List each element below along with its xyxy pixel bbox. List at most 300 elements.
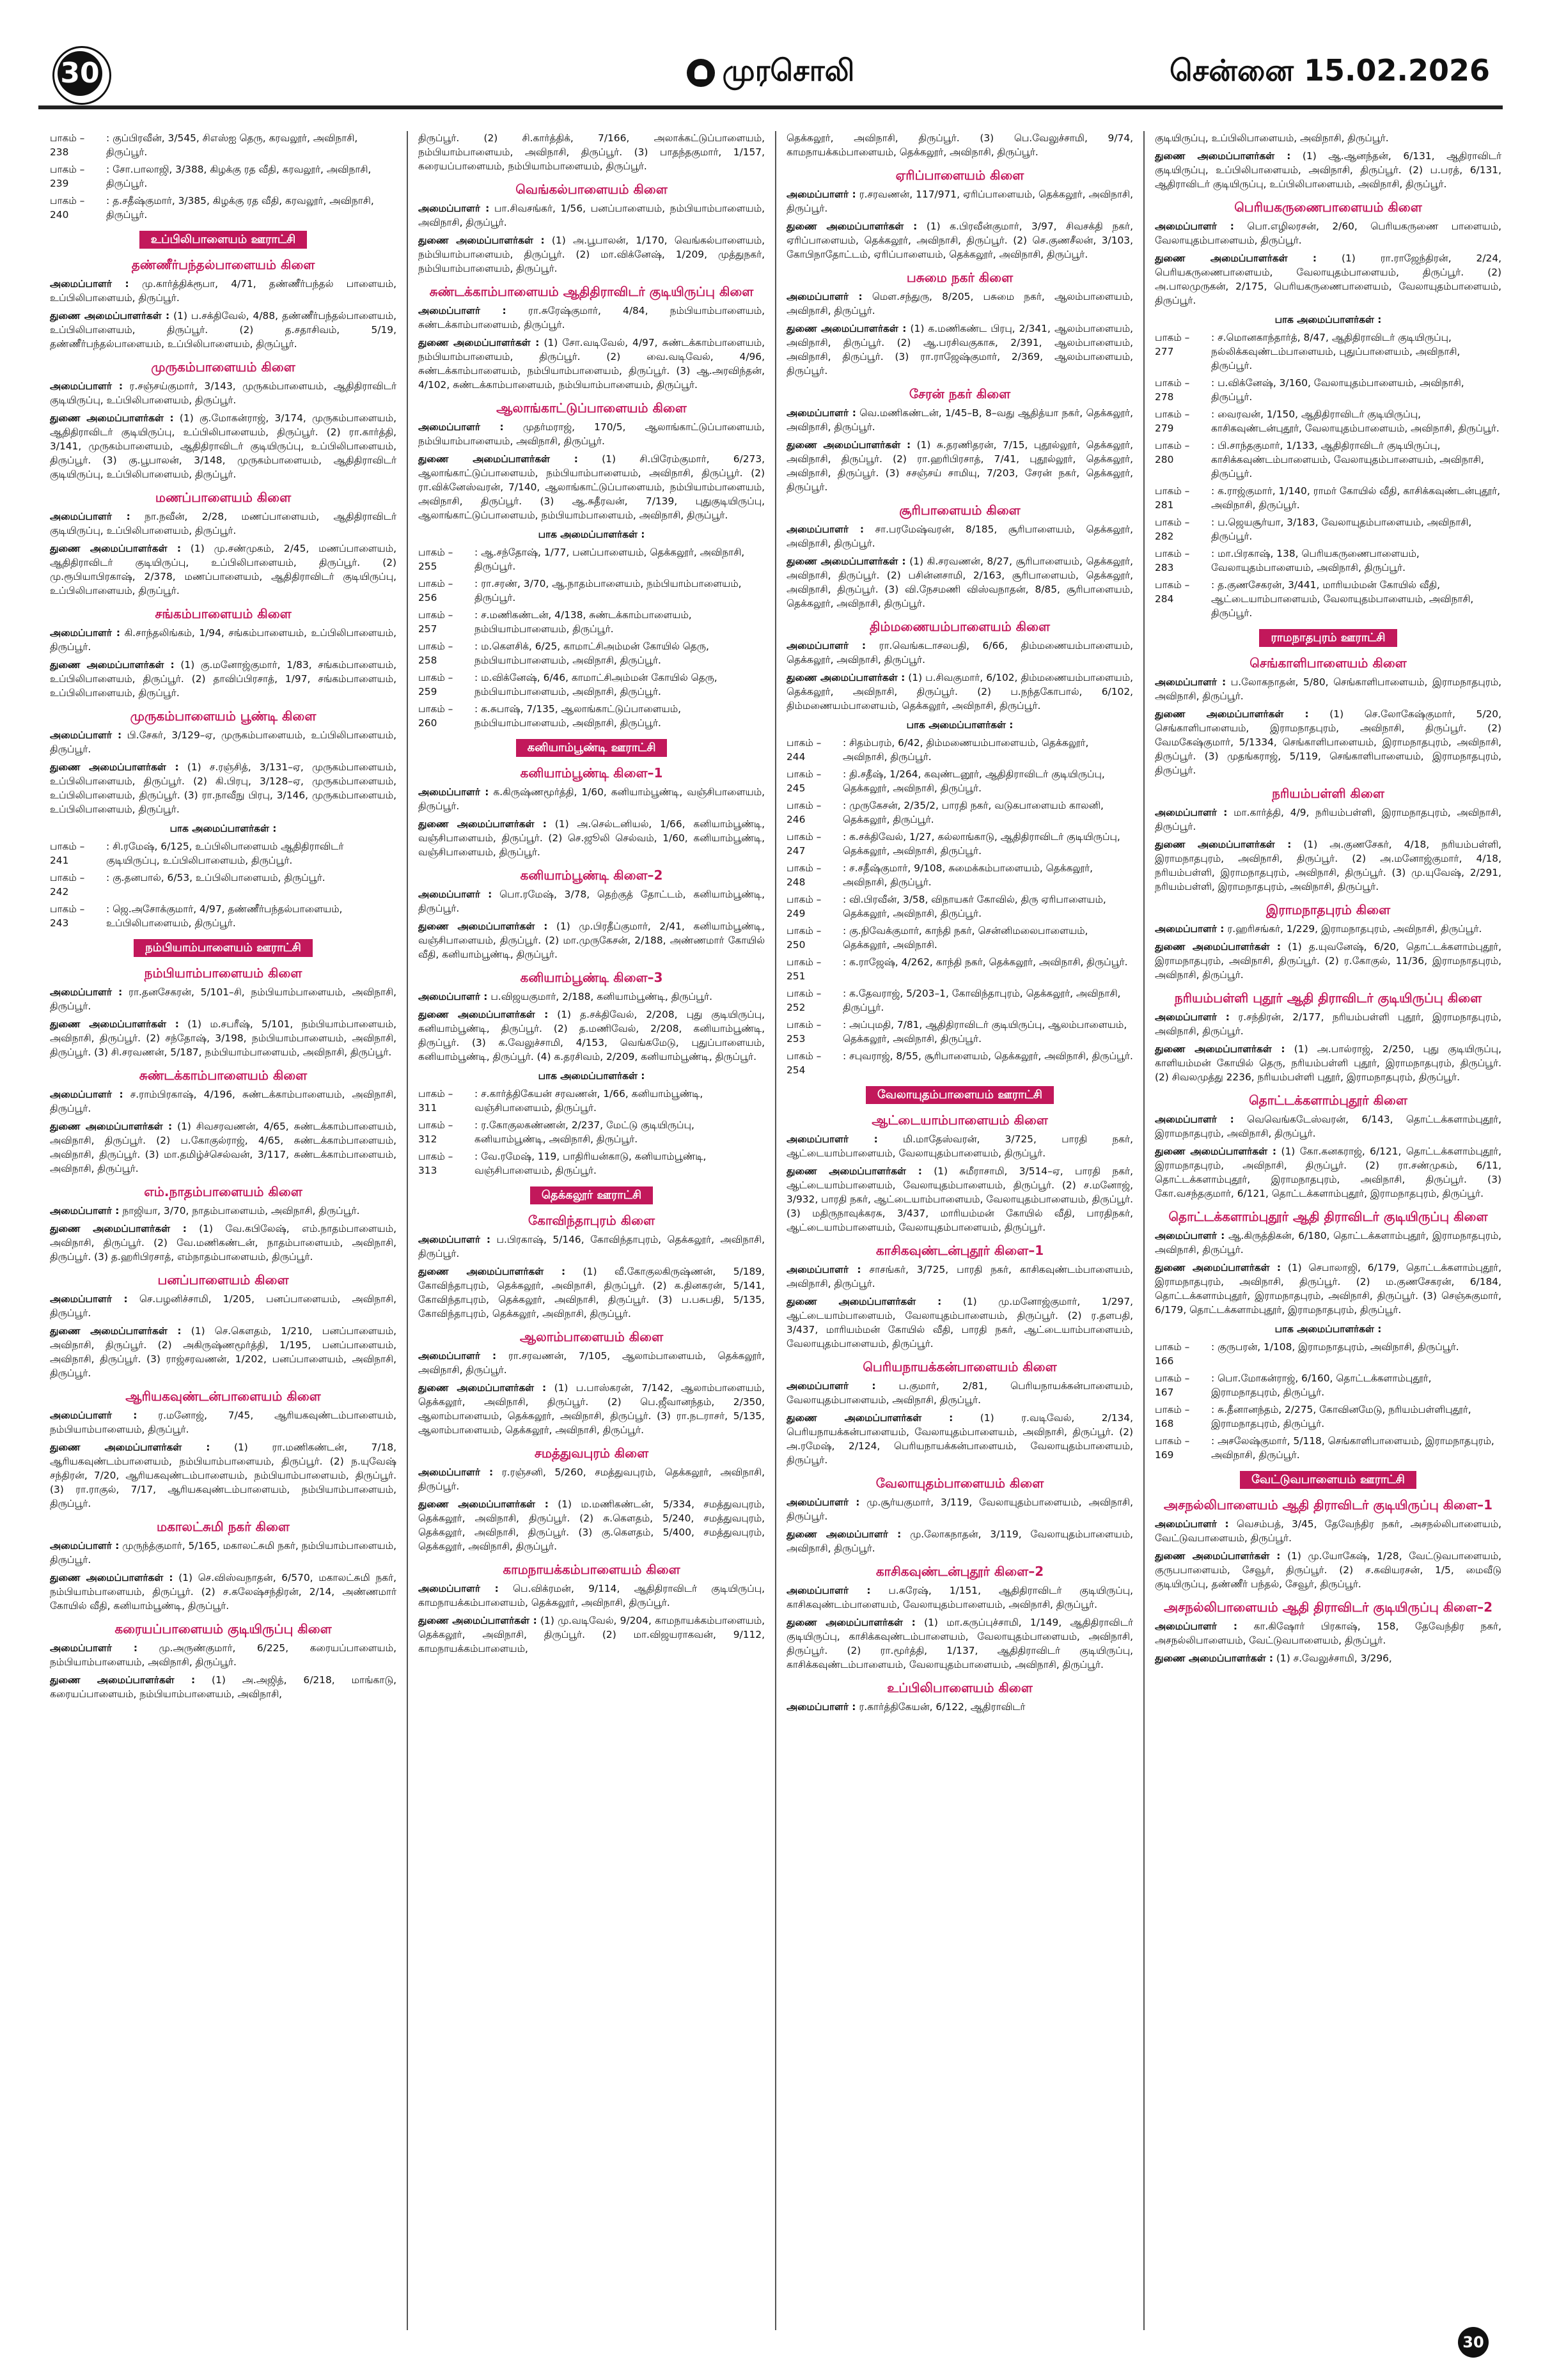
ward-row bbox=[418, 1118, 765, 1146]
organizer-entry bbox=[418, 1381, 765, 1437]
organizer-details: சா.பரமேஷ்வரன், 8/185, சூரிபாளையம், தெக்கலூர், அவிநாசி, திருப்பூர். bbox=[787, 524, 1133, 549]
ward-number: பாகம் – 277 bbox=[1155, 332, 1190, 357]
organizer-entry bbox=[418, 304, 765, 332]
branch-title: காசிகவுண்டன்புதூர் கிளை–1 bbox=[875, 1243, 1044, 1258]
organizer-details: வெசம்பத், 3/45, தேவேந்திர நகர், அசநல்லிபாளையம், வேட்டுவபாளையம், திருப்பூர். bbox=[1155, 1518, 1501, 1544]
organizer-entry bbox=[787, 187, 1133, 215]
role-label: துணை அமைப்பாளர்கள் : bbox=[418, 1382, 547, 1394]
ward-row bbox=[418, 702, 765, 730]
organizer-entry bbox=[787, 522, 1133, 550]
organizer-details: ப.குமார், 2/81, பெரியநாயக்கன்பாளையம், வேலாயுதம்பாளையம், அவிநாசி, திருப்பூர். bbox=[787, 1380, 1133, 1406]
branch-title: கனியாம்பூண்டி கிளை–1 bbox=[520, 765, 663, 781]
organizer-details: பா.சிவசங்கர், 1/56, பனப்பாளையம், நம்பியாம்பாளையம், அவிநாசி, திருப்பூர். bbox=[418, 203, 765, 228]
ward-number: பாகம் – 311 bbox=[418, 1088, 453, 1114]
organizer-entry bbox=[418, 452, 765, 522]
branch-title: நரியம்பள்ளி கிளை bbox=[1272, 786, 1384, 801]
organizer-entry bbox=[787, 1263, 1133, 1291]
organizer-details: மு.சூர்யகுமார், 3/119, வேலாயுதம்பாளையம், அவிநாசி, திருப்பூர். bbox=[787, 1497, 1133, 1522]
ward-organizer: : ச.மணிகண்டன், 4/138, சுண்டக்காம்பாளையம், நம்பியாம்பாளையம், திருப்பூர். bbox=[474, 609, 692, 635]
ward-organizer: : ரா.சரண், 3/70, ஆ.நாதம்பாளையம், நம்பியாம்பாளையம், திருப்பூர். bbox=[474, 578, 742, 603]
ward-number: பாகம் – 248 bbox=[787, 862, 822, 888]
organizer-details: (1) ப.சக்திவேல், 4/88, தண்ணீர்பந்தல்பாளையம், உப்பிலிபாளையம், திருப்பூர். (2) த.சதாசிவம், 5/19, தண்ணீர்பந்தல்பாளையம், உப்பிலிபாளையம், திருப்பூர். bbox=[50, 310, 396, 350]
organizer-entry bbox=[1155, 1112, 1501, 1140]
organizer-details: வெ.மணிகண்டன், 1/45–B, 8–வது ஆதித்யா நகர், தெக்கலூர், அவிநாசி, திருப்பூர். bbox=[787, 407, 1133, 433]
organizer-entry bbox=[50, 1087, 396, 1116]
branch-title: அசநல்லிபாளையம் ஆதி திராவிடர் குடியிருப்பு கிளை–2 bbox=[1163, 1599, 1493, 1615]
branch-title: அசநல்லிபாளையம் ஆதி திராவிடர் குடியிருப்பு கிளை–1 bbox=[1163, 1497, 1493, 1513]
organizer-details: (1) கி.சரவணன், 8/27, சூரிபாளையம், தெக்கலூர், அவிநாசி, திருப்பூர். (2) பசின்னசாமி, 2/163, சூரிபாளையம், தெக்கலூர், அவிநாசி, திருப்பூர். (3) வி.நேசமணி விஸ்வநாதன், 8/85, சூரிபாளையம், தெக்கலூர், அவிநாசி, திருப்பூர். bbox=[787, 556, 1133, 609]
ward-organizer: : க.ராஜேஷ், 4/262, காந்தி நகர், தெக்கலூர், அவிநாசி, திருப்பூர். bbox=[843, 956, 1128, 968]
organizer-entry bbox=[50, 277, 396, 305]
branch-title: எம்.நாதம்பாளையம் கிளை bbox=[144, 1184, 302, 1199]
ward-number: பாகம் – 245 bbox=[787, 768, 822, 794]
role-label: துணை அமைப்பாளர்கள் : bbox=[1155, 1262, 1281, 1273]
ward-number: பாகம் – 249 bbox=[787, 894, 822, 919]
organizer-entry bbox=[418, 887, 765, 915]
organizer-details: (1) ஆ.ஆனந்தன், 6/131, ஆதிராவிடர் குடியிருப்பு, உப்பிலிபாளையம், அவிநாசி, திருப்பூர். (2) ப.பரத், 6/131, ஆதிராவிடர் குடியிருப்பு, உப்பிலிபாளையம், அவிநாசி, திருப்பூர். bbox=[1155, 150, 1501, 190]
role-label: துணை அமைப்பாளர்கள் : bbox=[418, 235, 545, 246]
organizer-entry bbox=[418, 817, 765, 859]
ward-row bbox=[418, 1149, 765, 1178]
organizer-details: (1) ரா.மணிகண்டன், 7/18, ஆரியகவுண்டம்பாளையம், நம்பியாம்பாளையம், திருப்பூர். (2) ந.யுவேஷ் சந்திரன், 7/20, ஆரியகவுண்டம்பாளையம், நம்பியாம்பாளையம், திருப்பூர். (3) ரா.ராகுல், 7/17, ஆரியகவுண்டம்பாளையம், நம்பியாம்பாளையம், திருப்பூர். bbox=[50, 1442, 396, 1509]
ward-row bbox=[418, 671, 765, 699]
organizer-entry bbox=[1155, 1517, 1501, 1545]
organizer-entry bbox=[418, 1465, 765, 1493]
role-label: அமைப்பாளர் : bbox=[787, 1497, 860, 1508]
ward-number: பாகம் – 256 bbox=[418, 578, 453, 603]
organizer-entry bbox=[50, 1204, 396, 1218]
role-label: அமைப்பாளர் : bbox=[787, 407, 856, 419]
organizer-details: (1) ப.சிவகுமார், 6/102, திம்மணையம்பாளையம், தெக்கலூர், அவிநாசி, திருப்பூர். (2) ப.நந்தகோபால், 6/102, திம்மணையம்பாளையம், தெக்கலூர், அவிநாசி, திருப்பூர். bbox=[787, 672, 1133, 712]
ward-organizer: : வே.ரமேஷ், 119, பாதிரியன்காடு, கனியாம்பூண்டி, வஞ்சிபாளையம், திருப்பூர். bbox=[474, 1151, 707, 1176]
role-label: அமைப்பாளர் : bbox=[50, 278, 129, 290]
role-label: துணை அமைப்பாளர்கள் : bbox=[1155, 839, 1292, 850]
ward-number: பாகம் – 281 bbox=[1155, 485, 1190, 511]
ward-row bbox=[787, 1018, 1133, 1046]
organizer-entry bbox=[50, 1292, 396, 1320]
role-label: அமைப்பாளர் : bbox=[1155, 1011, 1230, 1023]
ward-organizer: : த.சதீஷ்குமார், 3/385, கிழக்கு ரத வீதி, கரவலூர், அவிநாசி, திருப்பூர். bbox=[106, 195, 374, 221]
ward-number: பாகம் – 282 bbox=[1155, 517, 1190, 542]
ward-row bbox=[1155, 1434, 1501, 1462]
organizer-entry bbox=[787, 1164, 1133, 1234]
organizer-details: (1) சிவசரவணன், 4/65, சுண்டக்காம்பாளையம், அவிநாசி, திருப்பூர். (2) ப.கோகுல்ராஜ், 4/65, சுண்டக்காம்பாளையம், அவிநாசி, திருப்பூர். (3) மா.தமிழ்ச்செல்வன், 3/117, சுண்டக்காம்பாளையம், அவிநாசி, திருப்பூர். bbox=[50, 1121, 396, 1174]
role-label: அமைப்பாளர் : bbox=[50, 1293, 128, 1305]
organizer-details: ரா.வெங்கடாசலபதி, 6/66, திம்மணையம்பாளையம், தெக்கலூர், அவிநாசி, திருப்பூர். bbox=[787, 640, 1133, 665]
ward-row bbox=[418, 577, 765, 605]
organizer-details: ஆ.கிருத்திகன், 6/180, தொட்டக்களாம்புதூர், இராமநாதபுரம், அவிநாசி, திருப்பூர். bbox=[1155, 1230, 1501, 1256]
organizer-entry bbox=[1155, 131, 1501, 145]
organizer-details: ரா.சுரேஷ்குமார், 4/84, நம்பியாம்பாளையம், சுண்டக்காம்பாளையம், திருப்பூர். bbox=[418, 305, 765, 331]
organizer-entry bbox=[50, 1440, 396, 1511]
role-label: அமைப்பாளர் : bbox=[787, 1133, 878, 1145]
organizer-entry bbox=[1155, 219, 1501, 247]
organizer-entry bbox=[787, 219, 1133, 261]
ward-number: பாகம் – 243 bbox=[50, 903, 85, 929]
role-label: அமைப்பாளர் : bbox=[50, 1205, 120, 1217]
branch-title: பெரியநாயக்கன்பாளையம் கிளை bbox=[863, 1359, 1057, 1374]
role-label: அமைப்பாளர் : bbox=[787, 189, 856, 200]
role-label: துணை அமைப்பாளர்கள் : bbox=[787, 672, 905, 683]
role-label: அமைப்பாளர் : bbox=[1155, 1230, 1225, 1241]
organizer-entry bbox=[1155, 1549, 1501, 1591]
organizer-details: ர.கார்த்திகேயன், 6/122, ஆதிராவிடர் bbox=[856, 1701, 1026, 1713]
organizer-details: (1) த.சக்திவேல், 2/208, புது குடியிருப்பு, கனியாம்பூண்டி, திருப்பூர். (2) த.மணிவேல், 2/208, கனியாம்பூண்டி, திருப்பூர். (3) க.வேலுச்சாமி, 4/153, வெங்கமேடு, புதுப்பாளையம், கனியாம்பூண்டி, திருப்பூர். (4) க.தரசிவம், 2/209, கனியாம்பூண்டி, திருப்பூர். bbox=[418, 1009, 765, 1062]
organizer-entry bbox=[787, 671, 1133, 713]
organizer-details: (1) அ.செல்டனியல், 1/66, கனியாம்பூண்டி, வஞ்சிபாளையம், திருப்பூர். (2) செ.ஜூலி செல்வம், 1/60, கனியாம்பூண்டி, வஞ்சிபாளையம், திருப்பூர். bbox=[418, 818, 765, 858]
role-label: அமைப்பாளர் : bbox=[418, 889, 492, 900]
ward-number: பாகம் – 260 bbox=[418, 703, 453, 729]
organizer-entry bbox=[418, 1582, 765, 1610]
column-1 bbox=[50, 131, 396, 2330]
organizer-entry bbox=[50, 1641, 396, 1669]
organizer-details: நா.நவீன், 2/28, மணப்பாளையம், ஆதிதிராவிடர் குடியிருப்பு, உப்பிலிபாளையம், திருப்பூர். bbox=[50, 511, 396, 536]
ward-organizer: : ஆ.சந்தோஷ், 1/77, பனப்பாளையம், தெக்கலூர், அவிநாசி, திருப்பூர். bbox=[474, 547, 745, 572]
ward-row bbox=[787, 861, 1133, 889]
role-label: துணை அமைப்பாளர்கள் : bbox=[50, 543, 182, 554]
ward-number: பாகம் – 312 bbox=[418, 1119, 453, 1145]
role-label: துணை அமைப்பாளர்கள் : bbox=[1155, 941, 1281, 953]
role-label: அமைப்பாளர் : bbox=[50, 1410, 137, 1421]
ward-organizer: : சபுவராஜ், 8/55, சூரிபாளையம், தெக்கலூர், அவிநாசி, திருப்பூர். bbox=[843, 1050, 1133, 1062]
branch-title: நம்பியாம்பாளையம் கிளை bbox=[144, 965, 302, 981]
organizer-entry bbox=[787, 1411, 1133, 1467]
ward-organizer: : க.சுபாஷ், 7/135, ஆலாங்காட்டுப்பாளையம், நம்பியாம்பாளையம், அவிநாசி, திருப்பூர். bbox=[474, 703, 682, 729]
ward-number: பாகம் – 238 bbox=[50, 132, 85, 158]
organizer-details: ரா.தனசேகரன், 5/101–சி, நம்பியாம்பாளையம், அவிநாசி, திருப்பூர். bbox=[50, 986, 396, 1012]
organizer-entry bbox=[1155, 1619, 1501, 1647]
branch-title: முருகம்பாளையம் பூண்டி கிளை bbox=[130, 708, 317, 724]
ward-row bbox=[787, 986, 1133, 1015]
panchayat-banner: தெக்கலூர் ஊராட்சி bbox=[530, 1186, 653, 1204]
role-label: துணை அமைப்பாளர்கள் : bbox=[418, 1615, 537, 1626]
branch-title: ஆரியகவுண்டன்பாளையம் கிளை bbox=[125, 1388, 321, 1404]
branch-title: தண்ணீர்பந்தல்பாளையம் கிளை bbox=[131, 257, 315, 272]
ward-row bbox=[50, 871, 396, 899]
ward-row bbox=[418, 1087, 765, 1115]
organizer-entry bbox=[418, 336, 765, 392]
organizer-entry bbox=[418, 1264, 765, 1321]
ward-organizer: : சோ.பாலாஜி, 3/388, கிழக்கு ரத வீதி, கரவலூர், அவிநாசி, திருப்பூர். bbox=[106, 164, 372, 189]
organizer-details: பொ.எழிலரசன், 2/60, பெரியகருணை பாளையம், வேலாயுதம்பாளையம், திருப்பூர். bbox=[1155, 221, 1501, 246]
organizer-entry bbox=[418, 233, 765, 276]
organizer-details: (1) க.மணிகண்ட பிரபு, 2/341, ஆலம்பாளையம், அவிநாசி, திருப்பூர். (2) ஆ.பரசிவகுகாசு, 2/391, ஆலம்பாளையம், அவிநாசி, திருப்பூர். (3) ரா.ராஜேஷ்குமார், 2/369, ஆலம்பாளையம், திருப்பூர். bbox=[787, 323, 1133, 377]
role-label: துணை அமைப்பாளர்கள் : bbox=[1155, 253, 1317, 264]
ward-organizer: : சிதம்பரம், 6/42, திம்மணையம்பாளையம், தெக்கலூர், அவிநாசி, திருப்பூர். bbox=[843, 737, 1089, 763]
role-label: அமைப்பாளர் : bbox=[418, 786, 489, 798]
ward-row bbox=[787, 892, 1133, 921]
ward-number: பாகம் – 254 bbox=[787, 1050, 822, 1076]
role-label: துணை அமைப்பாளர்கள் : bbox=[50, 659, 175, 671]
ward-row bbox=[50, 194, 396, 222]
ward-organizers-heading: பாக அமைப்பாளர்கள் : bbox=[538, 1070, 645, 1082]
role-label: அமைப்பாளர் : bbox=[787, 524, 865, 535]
organizer-details: ர.ஹரிசங்கர், 1/229, இராமநாதபுரம், அவிநாசி, திருப்பூர். bbox=[1224, 923, 1482, 935]
ward-organizer: : அசலேஷ்குமார், 5/118, செங்காளிபாளையம், இராமநாதபுரம், அவிநாசி, திருப்பூர். bbox=[1211, 1435, 1494, 1461]
organizer-details: (1) கு.மோகன்ராஜ், 3/174, முருகம்பாளையம், ஆதிதிராவிடர் குடியிருப்பு, உப்பிலிபாளையம், திருப்பூர். (2) ரா.கார்த்தி, 3/141, முருகம்பாளையம், ஆதிதிராவிடர் குடியிருப்பு, உப்பிலிபாளையம், திருப்பூர். (3) கு.பூபாலன், 3/148, முருகம்பாளையம், ஆதிதிராவிடர் குடியிருப்பு, உப்பிலிபாளையம், திருப்பூர். bbox=[50, 412, 396, 480]
branch-title: கரையப்பாளையம் குடியிருப்பு கிளை bbox=[114, 1621, 332, 1637]
organizer-details: மு.அருண்குமார், 6/225, கரையப்பாளையம், நம்பியாம்பாளையம், அவிநாசி, திருப்பூர். bbox=[50, 1642, 396, 1668]
organizer-entry bbox=[787, 1583, 1133, 1612]
ward-organizer: : ம.விக்னேஷ், 6/46, காமாட்சிஅம்மன் கோயில் தெரு, நம்பியாம்பாளையம், அவிநாசி, திருப்பூர். bbox=[474, 672, 717, 697]
ward-row bbox=[787, 736, 1133, 764]
ward-row bbox=[1155, 407, 1501, 435]
column-3 bbox=[787, 131, 1133, 2330]
organizer-entry bbox=[1155, 805, 1501, 834]
role-label: அமைப்பாளர் : bbox=[50, 1089, 123, 1100]
page-header bbox=[38, 35, 1503, 109]
role-label: அமைப்பாளர் : bbox=[418, 305, 506, 316]
role-label: துணை அமைப்பாளர்கள் : bbox=[50, 1018, 179, 1030]
ward-organizer: : சு.தீனானந்தம், 2/275, கோவினமேடு, நரியம்பள்ளிபுதூர், இராமநாதபுரம், திருப்பூர். bbox=[1211, 1404, 1471, 1429]
organizer-entry bbox=[50, 509, 396, 538]
organizer-details: (1) க.பிரவீன்குமார், 3/97, சிவசக்தி நகர், ஏரிப்பாளையம், தெக்கலூர், அவிநாசி, திருப்பூர். (2) செ.குணசீலன், 3/103, கோபிநாதோட்டம், ஏரிப்பாளையம், தெக்கலூர், அவிநாசி, திருப்பூர். bbox=[787, 221, 1133, 260]
organizer-details: மு.லோகநாதன், 3/119, வேலாயுதம்பாளையம், அவிநாசி, திருப்பூர். bbox=[787, 1528, 1133, 1554]
organizer-details: ர.ரஞ்சனி, 5/260, சமத்துவபுரம், தெக்கலூர், அவிநாசி, திருப்பூர். bbox=[418, 1466, 765, 1492]
column-4 bbox=[1155, 131, 1501, 2330]
organizer-details: (1) அ.குணசேகர், 4/18, நரியம்பள்ளி, இராமநாதபுரம், அவிநாசி, திருப்பூர். (2) அ.மனோஜ்குமார், 4/18, நரியம்பள்ளி, இராமநாதபுரம், அவிநாசி, திருப்பூர். (3) மு.யுவேஷ், 2/291, நரியம்பள்ளி, இராமநாதபுரம், அவிநாசி, திருப்பூர். bbox=[1155, 839, 1501, 892]
ward-organizer: : அப்புமதி, 7/81, ஆதிதிராவிடர் குடியிருப்பு, ஆலம்பாளையம், தெக்கலூர், அவிநாசி, திருப்பூர். bbox=[843, 1019, 1127, 1045]
organizer-details: (1) கு.மனோஜ்குமார், 1/83, சங்கம்பாளையம், உப்பிலிபாளையம், திருப்பூர். (2) தாவிப்பிரசாத், 1/97, சங்கம்பாளையம், உப்பிலிபாளையம், திருப்பூர். bbox=[50, 659, 396, 699]
ward-row bbox=[1155, 578, 1501, 620]
ward-number: பாகம் – 246 bbox=[787, 800, 822, 825]
organizer-details: செ.பழனிச்சாமி, 1/205, பனப்பாளையம், அவிநாசி, திருப்பூர். bbox=[50, 1293, 396, 1319]
organizer-details: க.கிருஷ்ணமூர்த்தி, 1/60, கனியாம்பூண்டி, வஞ்சிபாளையம், திருப்பூர். bbox=[418, 786, 765, 812]
organizer-details: தெக்கலூர், அவிநாசி, திருப்பூர். (3) பெ.வேலுச்சாமி, 9/74, காமநாயக்கம்பாளையம், தெக்கலூர், அவிநாசி, திருப்பூர். bbox=[787, 132, 1133, 158]
organizer-entry bbox=[787, 639, 1133, 667]
role-label: அமைப்பாளர் : bbox=[418, 991, 488, 1002]
organizer-entry bbox=[50, 760, 396, 816]
branch-title: சுண்டக்காம்பாளையம் ஆதிதிராவிடர் குடியிருப்பு கிளை bbox=[429, 284, 754, 299]
ward-organizer: : குருபரன், 1/108, இராமநாதபுரம், அவிநாசி, திருப்பூர். bbox=[1211, 1341, 1459, 1353]
ward-number: பாகம் – 166 bbox=[1155, 1341, 1190, 1367]
organizer-entry bbox=[50, 541, 396, 598]
role-label: அமைப்பாளர் : bbox=[50, 1642, 138, 1654]
organizer-details: (1) ச.வேலுச்சாமி, 3/296, bbox=[1273, 1653, 1392, 1664]
organizer-entry bbox=[418, 785, 765, 813]
ward-number: பாகம் – 242 bbox=[50, 872, 85, 898]
organizer-entry bbox=[50, 411, 396, 481]
branch-title: பனப்பாளையம் கிளை bbox=[157, 1272, 289, 1287]
organizer-details: ர.சந்திரன், 2/177, நரியம்பள்ளி புதூர், இராமநாதபுரம், அவிநாசி, திருப்பூர். bbox=[1155, 1011, 1501, 1037]
organizer-details: (1) மு.பிரதீப்குமார், 2/41, கனியாம்பூண்டி, வஞ்சிபாளையம், திருப்பூர். (2) மா.முருகேசன், 2/188, அண்ணமார் கோயில் வீதி, கனியாம்பூண்டி, திருப்பூர். bbox=[418, 921, 765, 960]
branch-title: ஆட்டையாம்பாளையம் கிளை bbox=[872, 1112, 1048, 1128]
organizer-details: (1) சோ.வடிவேல், 4/97, சுண்டக்காம்பாளையம், நம்பியாம்பாளையம், திருப்பூர். (2) வை.வடிவேல், 4/96, சுண்டக்காம்பாளையம், நம்பியாம்பாளையம், திருப்பூர். (3) ஆ.அரவிந்தன், 4/102, சுண்டக்காம்பாளையம், நம்பியாம்பாளையம், திருப்பூர். bbox=[418, 337, 765, 391]
organizer-entry bbox=[418, 1349, 765, 1377]
ward-row bbox=[1155, 515, 1501, 543]
ward-row bbox=[1155, 1340, 1501, 1368]
branch-title: பெரியகருணைபாளையம் கிளை bbox=[1234, 199, 1422, 215]
organizer-details: (1) கோ.கனகராஜ், 6/121, தொட்டக்களாம்புதூர், இராமநாதபுரம், அவிநாசி, திருப்பூர். (2) ரா.சண்முகம், 6/11, தொட்டக்களாம்புதூர், இராமநாதபுரம், அவிநாசி, திருப்பூர். (3) கோ.வசந்தகுமார், 6/121, தொட்டக்களாம்புதூர், இராமநாதபுரம், திருப்பூர். bbox=[1155, 1146, 1501, 1199]
organizer-entry bbox=[50, 985, 396, 1013]
role-label: அமைப்பாளர் : bbox=[1155, 221, 1234, 232]
organizer-entry bbox=[787, 322, 1133, 378]
ward-number: பாகம் – 280 bbox=[1155, 440, 1190, 465]
organizer-entry bbox=[418, 1233, 765, 1261]
organizer-entry bbox=[1155, 675, 1501, 703]
branch-title: மணப்பாளையம் கிளை bbox=[155, 490, 292, 505]
organizer-details: ச.ராம்பிரகாஷ், 4/196, சுண்டக்காம்பாளையம், அவிநாசி, திருப்பூர். bbox=[50, 1089, 396, 1114]
ward-organizer: : ச.சதீஷ்குமார், 9/108, சுமைக்கம்பாளையம், தெக்கலூர், அவிநாசி, திருப்பூர். bbox=[843, 862, 1093, 888]
organizer-entry bbox=[1155, 1144, 1501, 1201]
branch-title: சங்கம்பாளையம் கிளை bbox=[155, 606, 292, 621]
ward-row bbox=[418, 608, 765, 636]
organizer-details: ரா.சரவணன், 7/105, ஆலாம்பாளையம், தெக்கலூர், அவிநாசி, திருப்பூர். bbox=[418, 1350, 765, 1376]
branch-title: முருகம்பாளையம் கிளை bbox=[151, 359, 295, 375]
role-label: துணை அமைப்பாளர்கள் : bbox=[787, 556, 906, 567]
role-label: துணை அமைப்பாளர்கள் : bbox=[50, 310, 170, 322]
article-columns bbox=[50, 131, 1501, 2330]
organizer-details: (1) ம.சபரீஷ், 5/101, நம்பியாம்பாளையம், அவிநாசி, திருப்பூர். (2) சந்தோஷ், 3/198, நம்பியாம்பாளையம், அவிநாசி, திருப்பூர். (3) சி.சரவணன், 5/187, நம்பியாம்பாளையம், அவிநாசி, திருப்பூர். bbox=[50, 1018, 396, 1058]
ward-organizer: : ம.கௌசிக், 6/25, காமாட்சிஅம்மன் கோயில் தெரு, நம்பியாம்பாளையம், அவிநாசி, திருப்பூர். bbox=[474, 641, 709, 666]
ward-row bbox=[50, 131, 396, 159]
role-label: துணை அமைப்பாளர்கள் : bbox=[50, 1572, 173, 1583]
role-label: துணை அமைப்பாளர்கள் : bbox=[418, 818, 547, 830]
ward-row bbox=[418, 545, 765, 573]
ward-row bbox=[1155, 1371, 1501, 1399]
ward-row bbox=[787, 830, 1133, 858]
column-2 bbox=[418, 131, 765, 2330]
organizer-details: மா.கார்த்தி, 4/9, நரியம்பள்ளி, இராமநாதபுரம், அவிநாசி, திருப்பூர். bbox=[1155, 807, 1501, 832]
column-divider bbox=[1143, 131, 1145, 2330]
ward-row bbox=[1155, 484, 1501, 512]
role-label: துணை அமைப்பாளர்கள் : bbox=[50, 1674, 196, 1686]
ward-row bbox=[787, 1049, 1133, 1077]
ward-number: பாகம் – 252 bbox=[787, 988, 822, 1013]
organizer-details: (1) சுமீராசாமி, 3/514–ஏ, பாரதி நகர், ஆட்டையாம்பாளையம், வேலாயுதம்பாளையம், திருப்பூர். (2) ச.மனோஜ், 3/932, பாரதி நகர், ஆட்டையாம்பாளையம், வேலாயுதம்பாளையம், திருப்பூர். (3) மதிருநாவுக்கரசு, 3/437, மாரியம்மன் கோயில் வீதி, பாரதிநகர், ஆட்டையாம்பாளையம், வேலாயுதம்பாளையம், திருப்பூர். bbox=[787, 1165, 1133, 1233]
role-label: துணை அமைப்பாளர்கள் : bbox=[418, 1009, 549, 1020]
branch-title: தொட்டக்களாம்புதூர் ஆதி திராவிடர் குடியிருப்பு கிளை bbox=[1168, 1209, 1488, 1224]
role-label: துணை அமைப்பாளர்கள் : bbox=[50, 1442, 210, 1453]
ward-organizers-heading: பாக அமைப்பாளர்கள் : bbox=[538, 529, 645, 540]
ward-row bbox=[787, 955, 1133, 983]
branch-title: வேலாயுதம்பாளையம் கிளை bbox=[875, 1475, 1044, 1491]
organizer-details: பொ.ரமேஷ், 3/78, தெற்குத் தோட்டம், கனியாம்பூண்டி, திருப்பூர். bbox=[418, 889, 765, 914]
organizer-entry bbox=[1155, 707, 1501, 777]
organizer-details: (1) மு.சண்முகம், 2/45, மணப்பாளையம், ஆதிதிராவிடர் குடியிருப்பு, உப்பிலிபாளையம், திருப்பூர். (2) மு.ரூபியாபிரகாஷ், 2/378, மணப்பாளையம், ஆதிதிராவிடர் குடியிருப்பு, உப்பிலிபாளையம், திருப்பூர். bbox=[50, 543, 396, 596]
role-label: துணை அமைப்பாளர்கள் : bbox=[787, 1617, 916, 1628]
organizer-details: (1) த.யுவனேஷ், 6/20, தொட்டக்களாம்புதூர், இராமநாதபுரம், அவிநாசி, திருப்பூர். (2) ர.கோகுல், 11/36, இராமநாதபுரம், அவிநாசி, திருப்பூர். bbox=[1155, 941, 1501, 981]
role-label: அமைப்பாளர் : bbox=[418, 421, 504, 433]
organizer-details: வெவெங்கடேஸ்வரன், 6/143, தொட்டக்களாம்புதூர், இராமநாதபுரம், அவிநாசி, திருப்பூர். bbox=[1155, 1114, 1501, 1139]
organizer-entry bbox=[787, 1527, 1133, 1555]
organizer-details: கா.கிஷோர் பிரகாஷ், 158, தேவேந்திர நகர், அசநல்லிபாளையம், வேட்டுவபாளையம், திருப்பூர். bbox=[1155, 1621, 1501, 1646]
organizer-details: (1) மா.கருப்புச்சாமி, 1/149, ஆதிதிராவிடர் குடியிருப்பு, காசிக்கவுண்டம்பாளையம், வேலாயுதம்பாளையம், அவிநாசி, திருப்பூர். (2) ரா.மூர்த்தி, 1/137, ஆதிதிராவிடர் குடியிருப்பு, காசிக்கவுண்டம்பாளையம், வேலாயுதம்பாளையம், அவிநாசி, திருப்பூர். bbox=[787, 1617, 1133, 1670]
role-label: அமைப்பாளர் : bbox=[787, 1701, 856, 1713]
ward-number: பாகம் – 168 bbox=[1155, 1404, 1190, 1429]
organizer-details: (1) அ.அஜித், 6/218, மாங்காடு, கரையப்பாளையம், நம்பியாம்பாளையம், அவிநாசி, bbox=[50, 1674, 396, 1700]
ward-row bbox=[787, 767, 1133, 795]
ward-number: பாகம் – 257 bbox=[418, 609, 453, 635]
ward-number: பாகம் – 253 bbox=[787, 1019, 822, 1045]
organizer-details: (1) செ.விஸ்வநாதன், 6/570, மகாலட்சுமி நகர், நம்பியாம்பாளையம், திருப்பூர். (2) ச.கலேஷ்சந்திரன், 2/14, அண்ணமார் கோயில் வீதி, கனியாம்பூண்டி, திருப்பூர். bbox=[50, 1572, 396, 1612]
ward-number: பாகம் – 313 bbox=[418, 1151, 453, 1176]
organizer-entry bbox=[1155, 1651, 1501, 1665]
role-label: அமைப்பாளர் : bbox=[418, 1234, 491, 1245]
role-label: அமைப்பாளர் : bbox=[1155, 807, 1228, 818]
organizer-entry bbox=[50, 1539, 396, 1567]
ward-row bbox=[1155, 439, 1501, 481]
ward-number: பாகம் – 283 bbox=[1155, 548, 1190, 573]
organizer-entry bbox=[50, 1673, 396, 1701]
ward-row bbox=[787, 798, 1133, 827]
ward-number: பாகம் – 247 bbox=[787, 831, 822, 857]
role-label: அமைப்பாளர் : bbox=[418, 1583, 499, 1594]
organizer-details: (1) ப.பாஸ்கரன், 7/142, ஆலாம்பாளையம், தெக்கலூர், அவிநாசி, திருப்பூர். (2) பெ.ஜீவானந்தம், 2/350, ஆலாம்பாளையம், தெக்கலூர், அவிநாசி, திருப்பூர். (3) ரா.நடராசர், 5/135, ஆலாம்பாளையம், தெக்கலூர், அவிநாசி, திருப்பூர். bbox=[418, 1382, 765, 1436]
organizer-entry bbox=[418, 1614, 765, 1656]
role-label: துணை அமைப்பாளர்கள் : bbox=[50, 412, 174, 424]
organizer-details: (1) வீ.கோகுலகிருஷ்ணன், 5/189, கோவிந்தாபுரம், தெக்கலூர், அவிநாசி, திருப்பூர். (2) க.தினகரன், 5/141, கோவிந்தாபுரம், தெக்கலூர், அவிநாசி, திருப்பூர். (3) ப.பசுபதி, 5/135, கோவிந்தாபுரம், தெக்கலூர், அவிநாசி, திருப்பூர். bbox=[418, 1266, 765, 1319]
organizer-entry bbox=[418, 990, 765, 1004]
branch-title: செங்காளிபாளையம் கிளை bbox=[1249, 655, 1407, 671]
ward-organizer: : வைரவன், 1/150, ஆதிதிராவிடர் குடியிருப்பு, காசிகவுண்டன்புதூர், வேலாயுதம்பாளையம், அவிநாசி, திருப்பூர். bbox=[1211, 408, 1500, 434]
organizer-entry bbox=[1155, 1042, 1501, 1084]
organizer-details: ப.விஜயகுமார், 2/188, கனியாம்பூண்டி, திருப்பூர். bbox=[487, 991, 712, 1002]
role-label: அமைப்பாளர் : bbox=[50, 511, 130, 522]
organizer-entry bbox=[50, 626, 396, 654]
organizer-details: முதர்மராஜ், 170/5, ஆலாங்காட்டுப்பாளையம், நம்பியாம்பாளையம், அவிநாசி, திருப்பூர். bbox=[418, 421, 765, 447]
organizer-entry bbox=[787, 131, 1133, 159]
ward-organizer: : ச.கார்த்திகேயன் சரவணன், 1/66, கனியாம்பூண்டி, வஞ்சிபாளையம், திருப்பூர். bbox=[474, 1088, 703, 1114]
organizer-details: (1) செ.கௌதம், 1/210, பனப்பாளையம், அவிநாசி, திருப்பூர். (2) அகிருஷ்ணமூர்த்தி, 1/195, பனப்பாளையம், அவிநாசி, திருப்பூர். (3) ராஜ்சரவணன், 1/202, பனப்பாளையம், அவிநாசி, திருப்பூர். bbox=[50, 1325, 396, 1379]
branch-title: தொட்டக்களாம்புதூர் கிளை bbox=[1249, 1093, 1407, 1108]
ward-number: பாகம் – 259 bbox=[418, 672, 453, 697]
ward-row bbox=[1155, 331, 1501, 373]
ward-number: பாகம் – 251 bbox=[787, 956, 822, 982]
organizer-details: (1) ர.வடிவேல், 2/134, பெரியநாயக்கன்பாளையம், வேலாயுதம்பாளையம், அவிநாசி, திருப்பூர். (2) அ.ரமேஷ், 2/124, பெரியநாயக்கன்பாளையம், வேலாயுதம்பாளையம், திருப்பூர். bbox=[787, 1412, 1133, 1466]
ward-organizer: : தி.சதீஷ், 1/264, கவுண்டனூர், ஆதிதிராவிடர் குடியிருப்பு, தெக்கலூர், அவிநாசி, திருப்பூர். bbox=[843, 768, 1105, 794]
role-label: துணை அமைப்பாளர்கள் : bbox=[787, 439, 911, 451]
organizer-details: முருந்த்குமார், 5/165, மகாலட்சுமி நகர், நம்பியாம்பாளையம், திருப்பூர். bbox=[50, 1540, 396, 1566]
ward-number: பாகம் – 258 bbox=[418, 641, 453, 666]
organizer-details: மி.மாதேஸ்வரன், 3/725, பாரதி நகர், ஆட்டையாம்பாளையம், வேலாயுதம்பாளையம், திருப்பூர். bbox=[787, 1133, 1133, 1159]
branch-title: காமநாயக்கம்பாளையம் கிளை bbox=[503, 1562, 680, 1577]
organizer-entry bbox=[787, 1379, 1133, 1407]
branch-title: பசுமை நகர் கிளை bbox=[906, 270, 1014, 285]
organizer-details: (1) மு.மனோஜ்குமார், 1/297, ஆட்டையாம்பாளையம், வேலாயுதம்பாளையம், திருப்பூர். (2) ர.தளபதி, 3/437, மாரியம்மன் கோயில் வீதி, பாரதி நகர், ஆட்டையாம்பாளையம், வேலாயுதம்பாளையம், திருப்பூர். bbox=[787, 1296, 1133, 1349]
organizer-details: சாசங்கர், 3/725, பாரதி நகர், காசிகவுண்டம்பாளையம், அவிநாசி, திருப்பூர். bbox=[787, 1264, 1133, 1289]
role-label: துணை அமைப்பாளர்கள் : bbox=[787, 1296, 942, 1307]
role-label: அமைப்பாளர் : bbox=[787, 1264, 861, 1275]
organizer-details: குடியிருப்பு, உப்பிலிபாளையம், அவிநாசி, திருப்பூர். bbox=[1155, 132, 1389, 144]
organizer-entry bbox=[50, 1222, 396, 1264]
role-label: அமைப்பாளர் : bbox=[787, 1380, 876, 1392]
role-label: அமைப்பாளர் : bbox=[50, 1540, 120, 1552]
column-divider bbox=[407, 131, 408, 2330]
organizer-entry bbox=[787, 1132, 1133, 1160]
organizer-entry bbox=[1155, 940, 1501, 982]
role-label: அமைப்பாளர் : bbox=[1155, 676, 1226, 688]
branch-title: மகாலட்சுமி நகர் கிளை bbox=[157, 1519, 290, 1534]
organizer-details: ப.பிரகாஷ், 5/146, கோவிந்தாபுரம், தெக்கலூர், அவிநாசி, திருப்பூர். bbox=[418, 1234, 765, 1259]
organizer-entry bbox=[787, 290, 1133, 318]
ward-organizer: : சி.ரமேஷ், 6/125, உப்பிலிபாளையம் ஆதிதிராவிடர் குடியிருப்பு, உப்பிலிபாளையம், திருப்பூர். bbox=[106, 841, 344, 866]
role-label: துணை அமைப்பாளர்கள் : bbox=[1155, 1653, 1274, 1664]
role-label: துணை அமைப்பாளர்கள் : bbox=[50, 1121, 173, 1132]
organizer-details: மௌ.சந்துரு, 8/205, பசுமை நகர், ஆலம்பாளையம், அவிநாசி, திருப்பூர். bbox=[787, 291, 1133, 316]
ward-organizer: : வி.பிரவீன், 3/58, விநாயகர் கோவில், திரு ஏரிபாளையம், தெக்கலூர், அவிநாசி, திருப்பூர். bbox=[843, 894, 1106, 919]
organizer-entry bbox=[1155, 1261, 1501, 1317]
rising-sun-logo-icon bbox=[687, 59, 715, 87]
panchayat-banner: நம்பியாம்பாளையம் ஊராட்சி bbox=[134, 939, 313, 957]
ward-organizers-heading: பாக அமைப்பாளர்கள் : bbox=[169, 823, 277, 834]
organizer-details: (1) செ.லோகேஷ்குமார், 5/20, செங்காளிபாளையம், இராமநாதபுரம், அவிநாசி, திருப்பூர். (2) வேமகேஷ்குமார், 5/1334, செங்காளிபாளையம், இராமநாதபுரம், அவிநாசி, திருப்பூர். (3) முதங்கராஜ், 5/119, செங்காளிபாளையம், இராமநாதபுரம், திருப்பூர். bbox=[1155, 708, 1501, 776]
organizer-entry bbox=[50, 1324, 396, 1380]
organizer-details: மு.கார்த்திக்ரூபா, 4/71, தண்ணீர்பந்தல் பாளையம், உப்பிலிபாளையம், திருப்பூர். bbox=[50, 278, 396, 304]
organizer-details: (1) ரா.ராஜேந்திரன், 2/24, பெரியகருணைபாளையம், வேலாயுதம்பாளையம், திருப்பூர். (2) அ.பாலமுருகன், 2/175, பெரியகருணைபாளையம், வேலாயுதம்பாளையம், திருப்பூர். bbox=[1155, 253, 1501, 306]
organizer-entry bbox=[418, 201, 765, 229]
branch-title: கனியாம்பூண்டி கிளை–2 bbox=[520, 867, 663, 883]
